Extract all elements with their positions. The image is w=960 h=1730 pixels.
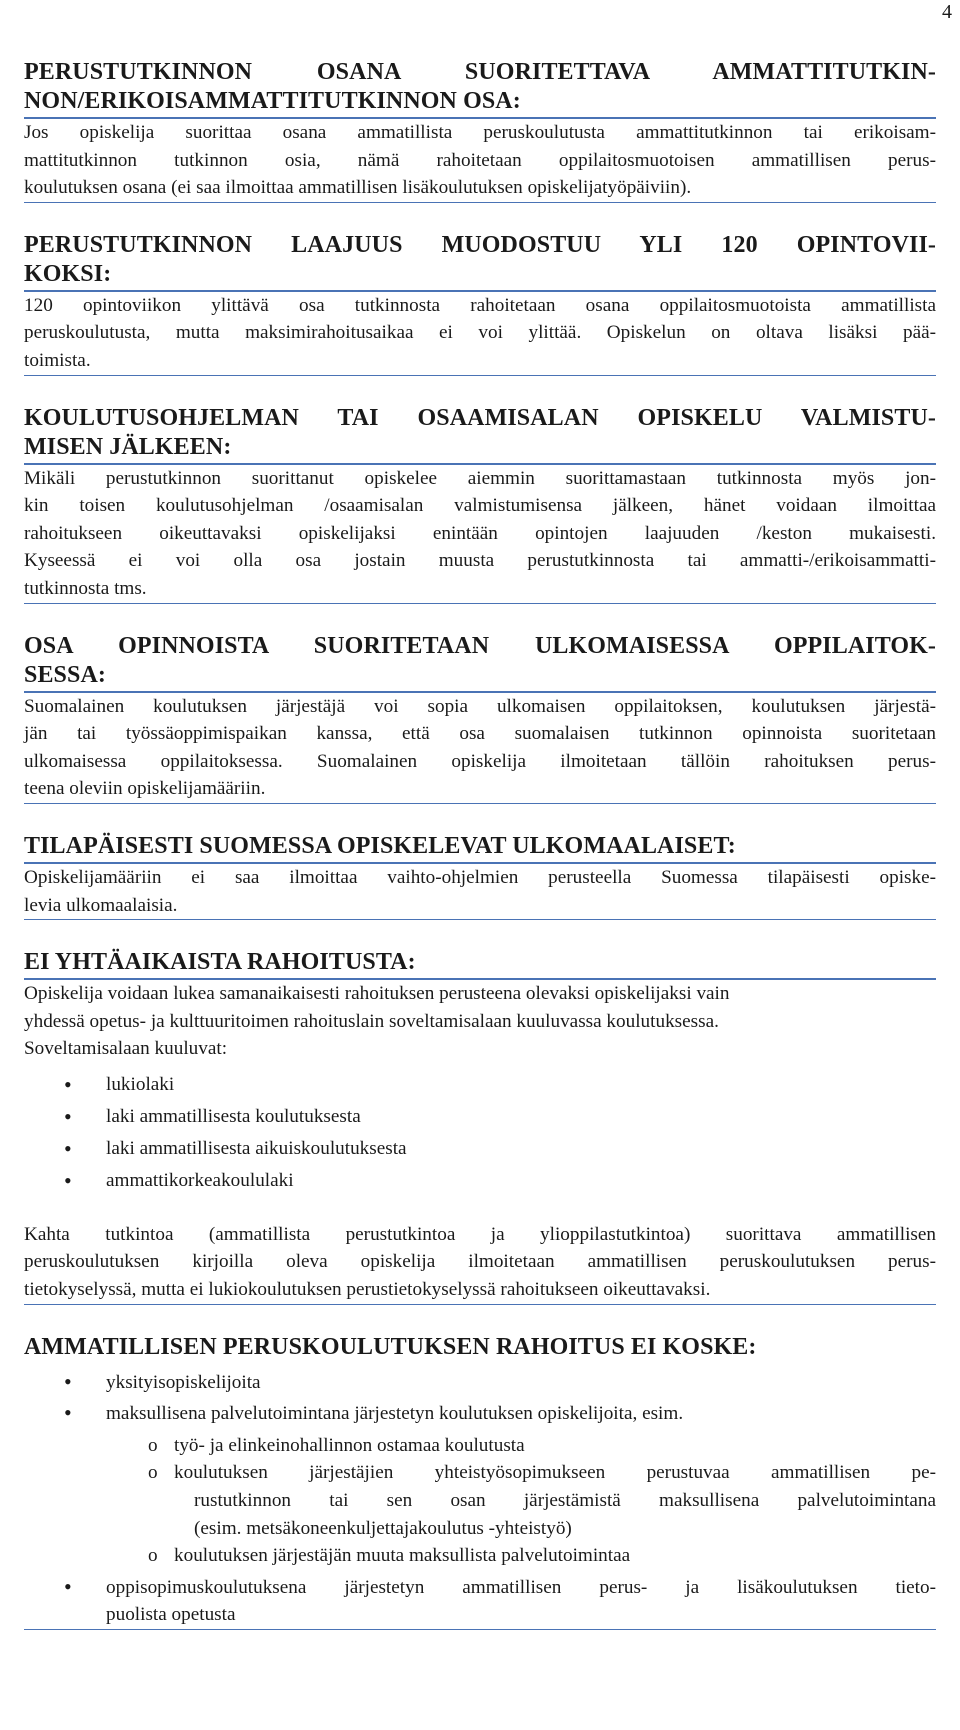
bullet-icon: • [64,1573,72,1599]
section-laajuus [24,231,936,376]
heading-line: PERUSTUTKINNON LAAJUUS MUODOSTUU YLI 120 OPINTOVII- [24,231,936,258]
paragraph-line: koulutuksen osana (ei saa ilmoittaa ammatillisen lisäkoulutuksen opiskelijatyöpäiviin). [24,177,692,199]
bullet-icon: • [64,1368,72,1394]
paragraph-line: Mikäli perustutkinnon suorittanut opiskelee aiemmin suorittamastaan tutkinnosta myös jon- [24,467,936,489]
list-item-text: laki ammatillisesta koulutuksesta [106,1105,361,1127]
paragraph-line: Jos opiskelija suorittaa osana ammatillista peruskoulutusta ammattitutkinnon tai erikoisam- [24,122,936,143]
section-koulutusohjelma [24,404,936,604]
section-heading [24,1333,936,1363]
paragraph-line: yhdessä opetus- ja kulttuuritoimen rahoituslain soveltamisalaan kuuluvassa koulutuksessa. [24,1010,719,1032]
list-item-text: yksityisopiskelijoita [106,1371,261,1393]
section-ulkomainen-oppilaitos [24,632,936,804]
paragraph-line: tietokyselyssä, mutta ei lukiokoulutuksen perustietokyselyssä rahoitukseen oikeuttavaksi. [24,1279,711,1301]
paragraph-line: peruskoulutusta, mutta maksimirahoitusaikaa ei voi ylittää. Opiskelun on oltava lisäksi pää- [24,322,936,344]
paragraph-line: Opiskelijamääriin ei saa ilmoittaa vaihto-ohjelmien perusteella Suomessa tilapäisesti opiske- [24,866,936,888]
bullet-icon: • [64,1167,72,1193]
paragraph-line: teena oleviin opiskelijamääriin. [24,778,266,800]
section-heading [24,632,936,693]
heading-line: SESSA: [24,661,106,688]
bullet-icon: • [64,1135,72,1161]
section-paragraph [24,292,936,376]
list-item [24,1069,936,1101]
paragraph-line: 120 opintoviikon ylittävä osa tutkinnosta rahoitetaan osana oppilaitosmuotoista ammatillista [24,294,936,316]
list-item-text: puolista opetusta [106,1604,236,1626]
section-paragraph [24,693,936,804]
list-item-text: lukiolaki [106,1073,175,1095]
paragraph-line: levia ulkomaalaisia. [24,894,178,916]
list-item-text: ammattikorkeakoululaki [106,1169,294,1191]
page-number: 4 [942,1,952,23]
heading-line: EI YHTÄAIKAISTA RAHOITUSTA: [24,949,416,976]
heading-line: MISEN JÄLKEEN: [24,433,232,460]
bullet-icon: • [64,1400,72,1426]
section-rahoitus-ei-koske [24,1333,936,1630]
paragraph-line: Suomalainen koulutuksen järjestäjä voi sopia ulkomaisen oppilaitoksen, koulutuksen järjestä- [24,695,936,717]
list-item [24,1165,936,1197]
paragraph-line: kin toisen koulutusohjelman /osaamisalan valmistumisensa jälkeen, hänet voidaan ilmoittaa [24,495,936,517]
sub-list-item-text: koulutuksen järjestäjien yhteistyösopimukseen perustuvaa ammatillisen pe- [174,1462,936,1484]
section-ei-yhtaaikaista [24,948,936,1305]
list-item [24,1101,936,1133]
section-heading [24,832,936,864]
paragraph-line: rahoitukseen oikeuttavaksi opiskelijaksi enintään opintojen laajuuden /keston mukaisesti. [24,522,936,544]
list-item [24,1574,936,1630]
sub-list-item [24,1432,936,1460]
list-item-text: maksullisena palvelutoimintana järjestetyn koulutuksen opiskelijoita, esim. [106,1403,684,1425]
section-paragraph [24,465,936,604]
paragraph-line: tutkinnosta tms. [24,577,147,599]
bullet-icon: • [64,1103,72,1129]
list-item [24,1400,936,1428]
list-item [24,1133,936,1165]
paragraph-line: Soveltamisalaan kuuluvat: [24,1038,228,1060]
heading-line: KOKSI: [24,260,112,287]
sub-list-item-text: koulutuksen järjestäjän muuta maksullista palvelutoimintaa [174,1545,631,1567]
heading-line: TILAPÄISESTI SUOMESSA OPISKELEVAT ULKOMAALAISET: [24,832,736,859]
section-heading [24,231,936,292]
paragraph-line: jän tai työssäoppimispaikan kanssa, että osa suomalaisen tutkinnon opinnoista suoritetaan [24,723,936,745]
list-item-text: laki ammatillisesta aikuiskoulutuksesta [106,1137,407,1159]
bullet-list [24,1069,936,1197]
heading-line: NON/ERIKOISAMMATTITUTKINNON OSA: [24,88,521,114]
sub-bullet-marker: o [148,1462,158,1484]
sub-list-item [24,1542,936,1570]
paragraph-line: toimista. [24,349,91,371]
heading-line: OSA OPINNOISTA SUORITETAAN ULKOMAISESSA OPPILAITOK- [24,632,936,659]
section-paragraph [24,1221,936,1305]
sub-list-item-text: rustutkinnon tai sen osan järjestämistä maksullisena palvelutoimintana [194,1490,936,1512]
bullet-icon: • [64,1071,72,1097]
paragraph-line: mattitutkinnon tutkinnon osia, nämä rahoitetaan oppilaitosmuotoisen ammatillisen perus- [24,149,936,171]
paragraph-line: peruskoulutuksen kirjoilla oleva opiskelija ilmoitetaan ammatillisen peruskoulutuksen perus- [24,1251,936,1273]
sub-bullet-marker: o [148,1545,158,1567]
section-tilapaisesti [24,832,936,920]
paragraph-line: ulkomaisessa oppilaitoksessa. Suomalainen opiskelija ilmoitetaan tällöin rahoituksen perus- [24,750,936,772]
sub-list-item-text: työ- ja elinkeinohallinnon ostamaa koulutusta [174,1434,525,1456]
section-paragraph [24,980,936,1063]
section-perustutkinnon-osana [24,58,936,203]
heading-line: KOULUTUSOHJELMAN TAI OSAAMISALAN OPISKELU VALMISTU- [24,404,936,431]
paragraph-line: Kyseessä ei voi olla osa jostain muusta perustutkinnosta tai ammatti-/erikoisammatti- [24,550,936,572]
heading-line: AMMATILLISEN PERUSKOULUTUKSEN RAHOITUS EI KOSKE: [24,1333,757,1360]
list-item-text: oppisopimuskoulutuksena järjestetyn ammatillisen perus- ja lisäkoulutuksen tieto- [106,1576,936,1598]
list-item [24,1369,936,1397]
document-body [24,58,936,1658]
sub-list-item [24,1459,936,1542]
section-paragraph [24,119,936,203]
heading-line: PERUSTUTKINNON OSANA SUORITETTAVA AMMATTITUTKIN- [24,59,936,85]
sub-bullet-marker: o [148,1434,158,1456]
paragraph-line: Opiskelija voidaan lukea samanaikaisesti rahoituksen perusteena olevaksi opiskelijaksi vain [24,983,730,1005]
section-heading [24,404,936,465]
section-heading [24,58,936,119]
bullet-list [24,1369,936,1630]
section-heading [24,948,936,980]
paragraph-line: Kahta tutkintoa (ammatillista perustutkintoa ja ylioppilastutkintoa) suorittava ammatillisen [24,1223,936,1245]
section-paragraph [24,864,936,920]
sub-list-item-text: (esim. metsäkoneenkuljettajakoulutus -yhteistyö) [194,1517,572,1539]
